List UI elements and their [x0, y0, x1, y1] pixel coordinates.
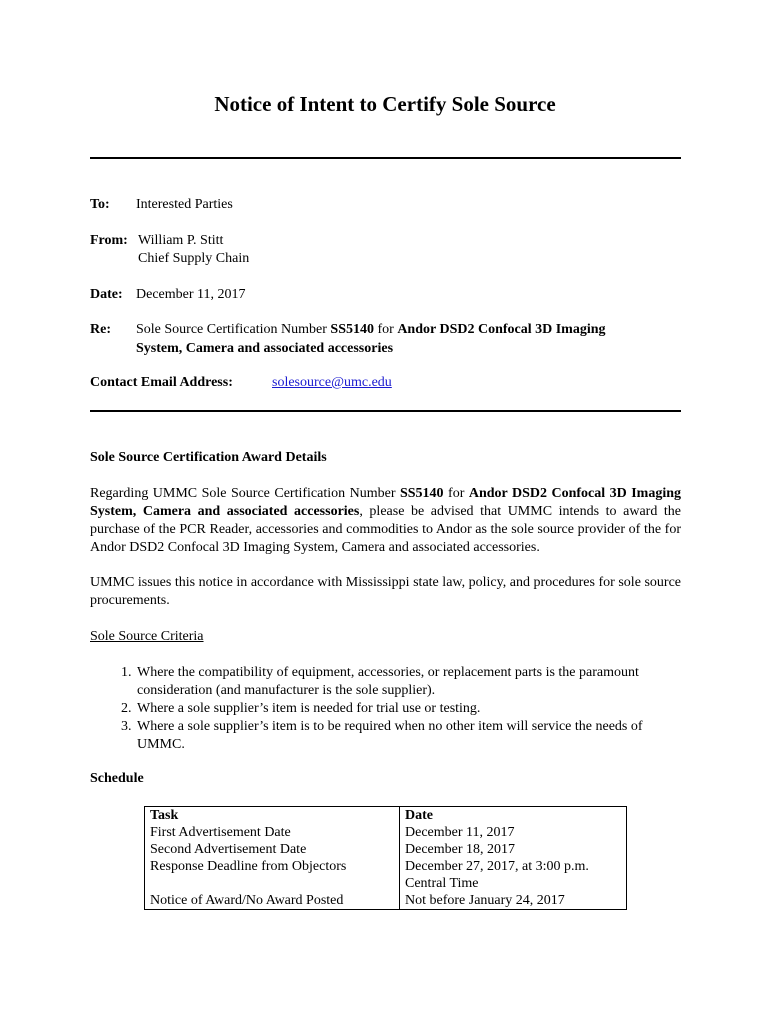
date-row [90, 286, 246, 304]
criteria-heading: Sole Source Criteria [90, 629, 204, 644]
to-label: To: [90, 197, 110, 212]
p1-intro: Regarding UMMC Sole Source Certification Number [90, 486, 396, 501]
page-title: Notice of Intent to Certify Sole Source [214, 92, 556, 116]
task-cell: First Advertisement Date [145, 824, 400, 841]
date-line-1: December 27, 2017, at 3:00 p.m. [405, 859, 589, 874]
top-divider [90, 157, 681, 159]
table-header-row [145, 807, 627, 825]
contact-row [90, 374, 392, 392]
date-cell: December 11, 2017 [400, 824, 627, 841]
date-cell [400, 858, 627, 892]
from-label: From: [90, 233, 128, 248]
p1-number: SS5140 [399, 486, 444, 501]
contact-email-link[interactable]: solesource@umc.edu [272, 375, 392, 390]
from-row [90, 232, 224, 250]
re-row [90, 321, 606, 339]
task-cell: Response Deadline from Objectors [145, 858, 400, 892]
re-item-line2: System, Camera and associated accessories [136, 341, 394, 356]
award-heading: Sole Source Certification Award Details [90, 450, 327, 465]
bottom-divider [90, 410, 681, 412]
table-row [145, 858, 627, 892]
to-row [90, 196, 233, 214]
p1-for: for [448, 486, 465, 501]
date-label: Date: [90, 287, 123, 302]
date-line-2: Central Time [405, 876, 479, 891]
date-cell: Not before January 24, 2017 [400, 892, 627, 910]
re-text-line1 [136, 321, 606, 339]
col-task-header: Task [145, 807, 400, 825]
to-value: Interested Parties [136, 197, 233, 212]
criteria-item: 3. Where a sole supplier’s item is to be required when no other item will service the needs of UMMC. [135, 718, 681, 754]
p1-rest: , please be advised that UMMC intends to award the purchase of the PCR Reader, accessories and commodities to Andor as the sole source provider of the for Andor DSD2 Confocal 3D Imaging System, Camera and associated accessories. [90, 504, 682, 555]
re-prefix: Sole Source Certification Number [136, 322, 327, 337]
re-item-line1: Andor DSD2 Confocal 3D Imaging [397, 322, 606, 337]
task-cell: Notice of Award/No Award Posted [145, 892, 400, 910]
schedule-heading: Schedule [90, 771, 144, 786]
criteria-list [90, 664, 681, 754]
re-for: for [377, 322, 394, 337]
from-name: William P. Stitt [138, 233, 224, 248]
p1-item: Andor DSD2 Confocal 3D Imaging System, Camera and associated accessories [90, 486, 681, 519]
re-label: Re: [90, 322, 111, 337]
table-row [145, 841, 627, 858]
award-paragraph-1 [90, 485, 681, 557]
schedule-table [144, 806, 627, 910]
date-cell: December 18, 2017 [400, 841, 627, 858]
task-cell: Second Advertisement Date [145, 841, 400, 858]
criteria-item: 1. Where the compatibility of equipment, accessories, or replacement parts is the paramount consideration (and manufacturer is the sole supplier). [135, 664, 681, 700]
date-value: December 11, 2017 [136, 287, 246, 302]
from-title: Chief Supply Chain [138, 251, 250, 266]
col-date-header: Date [400, 807, 627, 825]
contact-label: Contact Email Address: [90, 375, 233, 390]
table-row [145, 892, 627, 910]
table-row [145, 824, 627, 841]
award-paragraph-2: UMMC issues this notice in accordance with Mississippi state law, policy, and procedures for sole source procurements. [90, 575, 681, 608]
criteria-item: 2. Where a sole supplier’s item is needed for trial use or testing. [135, 700, 681, 718]
re-number: SS5140 [330, 322, 374, 337]
